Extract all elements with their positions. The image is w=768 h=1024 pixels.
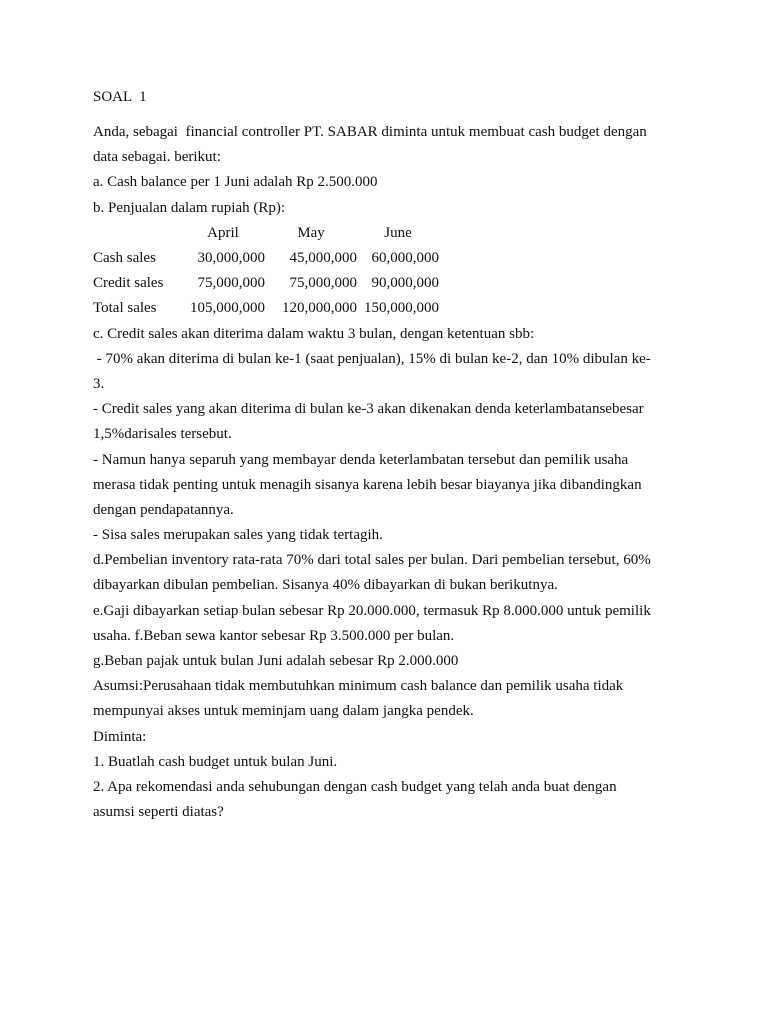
text-line: asumsi seperti diatas? bbox=[93, 804, 224, 821]
text-line: data sebagai. berikut: bbox=[93, 149, 221, 166]
sales-table-header-may: May bbox=[297, 224, 325, 241]
text-line: Anda, sebagai financial controller PT. SABAR diminta untuk membuat cash budget dengan bbox=[93, 124, 647, 140]
row-label: Total sales bbox=[93, 300, 157, 317]
text-line: - Namun hanya separuh yang membayar denda keterlambatan tersebut dan pemilik usaha bbox=[93, 451, 629, 468]
text-line: 1. Buatlah cash budget untuk bulan Juni. bbox=[93, 753, 338, 770]
text-line: Asumsi:Perusahaan tidak membutuhkan minimum cash balance dan pemilik usaha tidak bbox=[93, 678, 624, 695]
text-line: - 70% akan diterima di bulan ke-1 (saat penjualan), 15% di bulan ke-2, dan 10% dibulan ke- bbox=[93, 350, 651, 367]
sales-table-header-june: June bbox=[384, 224, 412, 241]
cell-april: 30,000,000 bbox=[197, 249, 265, 266]
text-line: usaha. f.Beban sewa kantor sebesar Rp 3.500.000 per bulan. bbox=[93, 627, 455, 644]
text-line: 1,5%darisales tersebut. bbox=[93, 426, 232, 443]
cell-june: 150,000,000 bbox=[364, 300, 439, 317]
text-line: c. Credit sales akan diterima dalam waktu 3 bulan, dengan ketentuan sbb: bbox=[93, 325, 535, 342]
row-label: Credit sales bbox=[93, 275, 164, 292]
sales-table-header-blank bbox=[93, 221, 181, 246]
cell-june: 90,000,000 bbox=[371, 275, 439, 292]
text-line: dengan pendapatannya. bbox=[93, 501, 234, 518]
table-row bbox=[93, 246, 439, 271]
cell-may: 45,000,000 bbox=[289, 249, 357, 266]
cell-may: 120,000,000 bbox=[282, 300, 357, 317]
text-line: merasa tidak penting untuk menagih sisanya karena lebih besar biayanya jika dibandingkan bbox=[93, 476, 642, 493]
text-line: b. Penjualan dalam rupiah (Rp): bbox=[93, 199, 286, 216]
sales-table bbox=[93, 221, 439, 322]
table-row bbox=[93, 271, 439, 296]
text-line: Diminta: bbox=[93, 728, 147, 745]
cell-april: 105,000,000 bbox=[190, 300, 265, 317]
question-body bbox=[93, 120, 683, 825]
cell-june: 60,000,000 bbox=[371, 249, 439, 266]
text-line: 3. bbox=[93, 375, 105, 392]
cell-may: 75,000,000 bbox=[289, 275, 357, 292]
text-line: d.Pembelian inventory rata-rata 70% dari total sales per bulan. Dari pembelian tersebut, 60% bbox=[93, 552, 651, 569]
sales-table-header-row bbox=[93, 221, 439, 246]
text-line: e.Gaji dibayarkan setiap bulan sebesar Rp 20.000.000, termasuk Rp 8.000.000 untuk pemilik bbox=[93, 602, 651, 619]
text-line: a. Cash balance per 1 Juni adalah Rp 2.500.000 bbox=[93, 174, 378, 191]
page-title: SOAL 1 bbox=[93, 89, 147, 105]
text-line: - Credit sales yang akan diterima di bulan ke-3 akan dikenakan denda keterlambatansebesar bbox=[93, 401, 644, 418]
text-line: mempunyai akses untuk meminjam uang dalam jangka pendek. bbox=[93, 703, 474, 720]
sales-table-header-april: April bbox=[207, 224, 239, 241]
cell-april: 75,000,000 bbox=[197, 275, 265, 292]
text-line: dibayarkan dibulan pembelian. Sisanya 40% dibayarkan di bukan berikutnya. bbox=[93, 577, 558, 594]
text-line: 2. Apa rekomendasi anda sehubungan dengan cash budget yang telah anda buat dengan bbox=[93, 778, 617, 795]
table-row bbox=[93, 296, 439, 321]
text-line: g.Beban pajak untuk bulan Juni adalah sebesar Rp 2.000.000 bbox=[93, 653, 459, 669]
text-line: - Sisa sales merupakan sales yang tidak tertagih. bbox=[93, 527, 383, 544]
row-label: Cash sales bbox=[93, 249, 156, 266]
